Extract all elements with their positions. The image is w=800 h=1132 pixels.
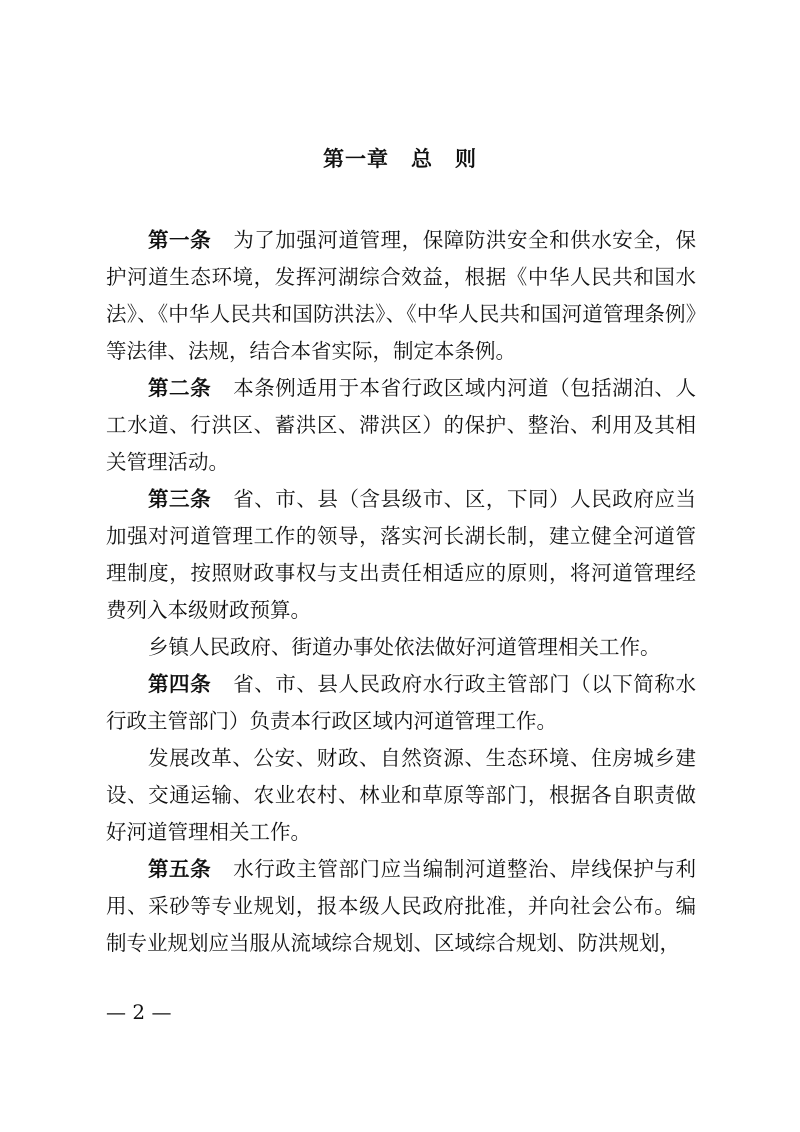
paragraph-text: 发展改革、公安、财政、自然资源、生态环境、住房城乡建设、交通运输、农业农村、林业和草原等部门，根据各自职责做好河道管理相关工作。 <box>106 746 696 844</box>
article-2 <box>106 370 696 481</box>
article-label: 第一条 <box>148 228 212 252</box>
document-body <box>106 222 696 962</box>
article-text: 为了加强河道管理，保障防洪安全和供水安全，保护河道生态环境，发挥河湖综合效益，根据《中华人民共和国水法》、《中华人民共和国防洪法》、《中华人民共和国河道管理条例》等法律、法规，结合本省实际，制定本条例。 <box>106 228 696 363</box>
article-label: 第四条 <box>148 672 212 696</box>
article-text: 水行政主管部门应当编制河道整治、岸线保护与利用、采砂等专业规划，报本级人民政府批准，并向社会公布。编制专业规划应当服从流域综合规划、区域综合规划、防洪规划， <box>106 857 696 955</box>
paragraph-text: 乡镇人民政府、街道办事处依法做好河道管理相关工作。 <box>148 635 661 659</box>
article-label: 第二条 <box>148 376 212 400</box>
page-number: — 2 — <box>106 1000 172 1024</box>
article-label: 第五条 <box>148 857 212 881</box>
article-5 <box>106 851 696 962</box>
article-3 <box>106 481 696 629</box>
article-text: 本条例适用于本省行政区域内河道（包括湖泊、人工水道、行洪区、蓄洪区、滞洪区）的保护、整治、利用及其相关管理活动。 <box>106 376 696 474</box>
article-text: 省、市、县人民政府水行政主管部门（以下简称水行政主管部门）负责本行政区域内河道管理工作。 <box>106 672 696 733</box>
article-3-paragraph-2 <box>106 629 696 666</box>
article-4-paragraph-2 <box>106 740 696 851</box>
article-text: 省、市、县（含县级市、区，下同）人民政府应当加强对河道管理工作的领导，落实河长湖长制，建立健全河道管理制度，按照财政事权与支出责任相适应的原则，将河道管理经费列入本级财政预算。 <box>106 487 696 622</box>
article-label: 第三条 <box>148 487 212 511</box>
article-1 <box>106 222 696 370</box>
article-4 <box>106 666 696 740</box>
chapter-title: 第一章 总 则 <box>323 147 477 171</box>
